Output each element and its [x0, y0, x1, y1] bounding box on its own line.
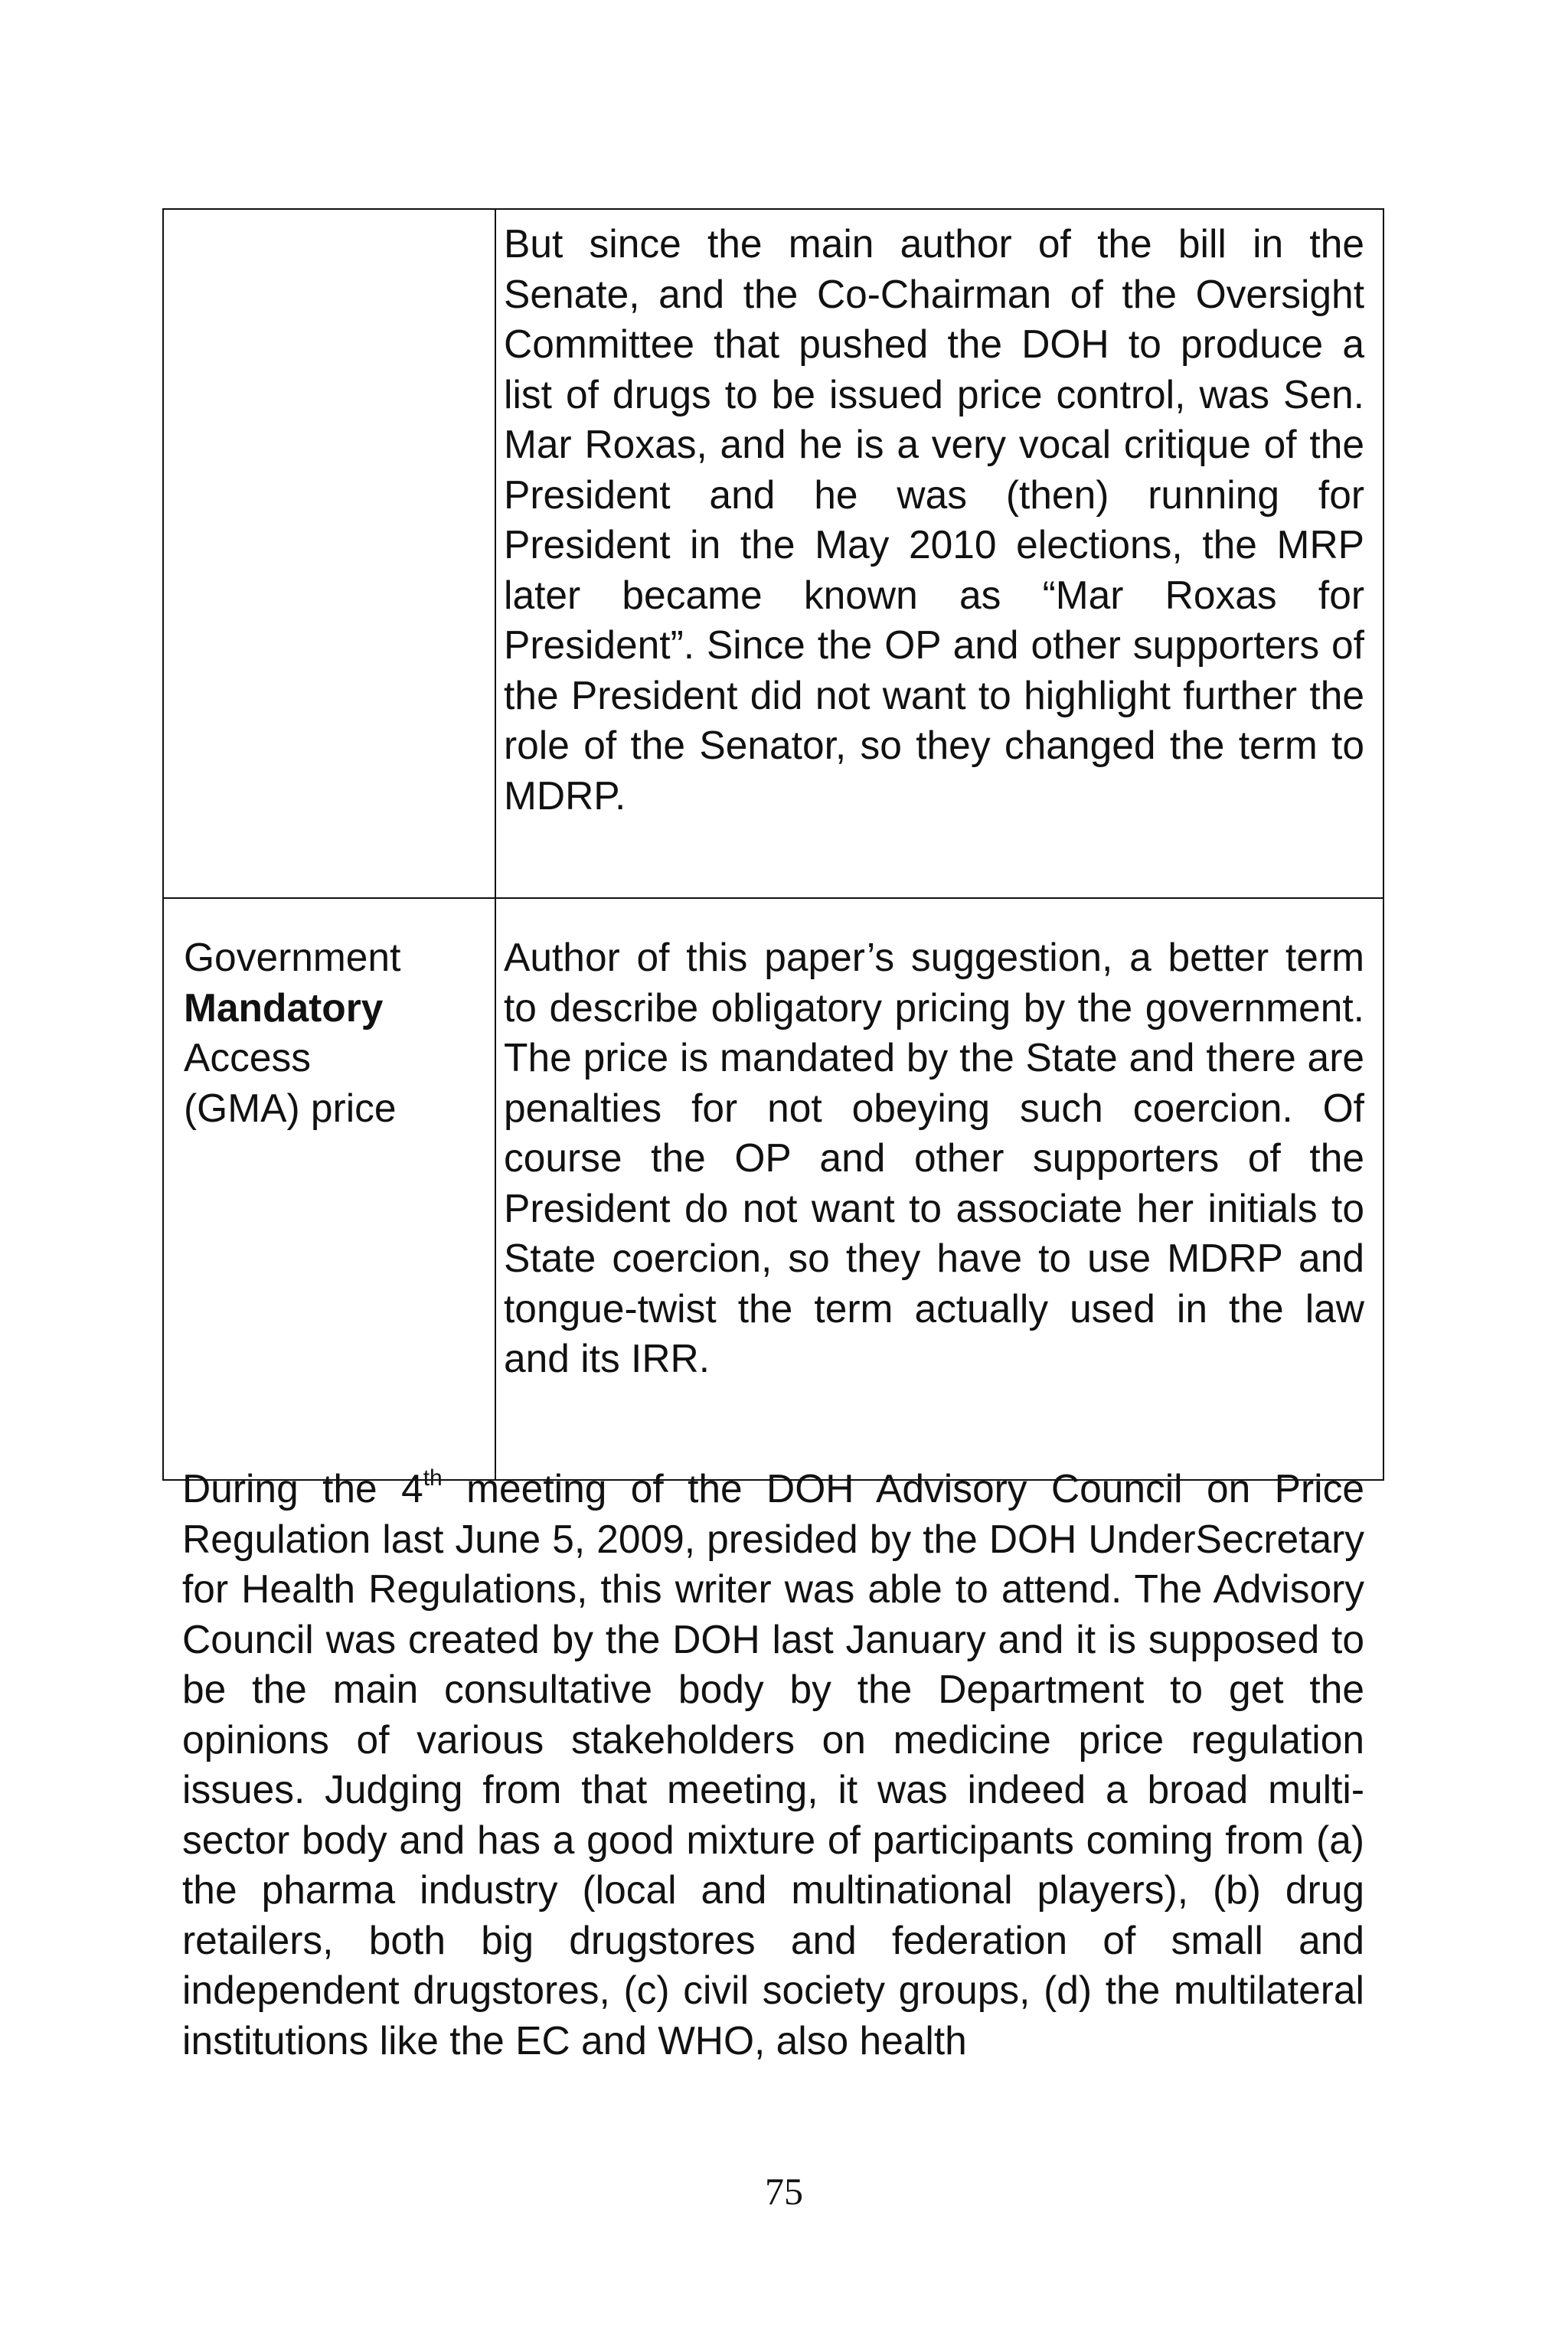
term-line: Government: [184, 935, 401, 979]
term-line: (GMA) price: [184, 1085, 397, 1130]
body-paragraph: [182, 1464, 1364, 2066]
term-cell: [163, 209, 495, 898]
term-line-emphasis: Mandatory: [184, 985, 384, 1030]
definitions-table: [162, 208, 1384, 1481]
table-row: [163, 209, 1383, 898]
ordinal-superscript: th: [423, 1465, 443, 1491]
term-cell: [163, 898, 495, 1480]
definition-cell: But since the main author of the bill in the Senate, and the Co-Chairman of the Oversight Committee that pushed the DOH to produce a list of drugs to be issued price control, was Sen. Mar Roxas, and he is a very vocal critique of the President and he was (then) running for President in the May 2010 elections, the MRP later became known as “Mar Roxas for President”. Since the OP and other supporters of the President did not want to highlight further the role of the Senator, so they changed the term to MDRP.: [495, 209, 1383, 898]
paragraph-text-start: During the 4: [182, 1466, 423, 1511]
paragraph-text-rest: meeting of the DOH Advisory Council on Price Regulation last June 5, 2009, presided by the DOH UnderSecretary for Health Regulations, this writer was able to attend. The Advisory Council was created by the DOH last January and it is supposed to be the main consultative body by the Department to get the opinions of various stakeholders on medicine price regulation issues. Judging from that meeting, it was indeed a broad multi-sector body and has a good mixture of participants coming from (a) the pharma industry (local and multinational players), (b) drug retailers, both big drugstores and federation of small and independent drugstores, (c) civil society groups, (d) the multilateral institutions like the EC and WHO, also health: [182, 1466, 1365, 2063]
definition-cell: Author of this paper’s suggestion, a better term to describe obligatory pricing by the government. The price is mandated by the State and there are penalties for not obeying such coercion. Of course the OP and other supporters of the President do not want to associate her initials to State coercion, so they have to use MDRP and tongue-twist the term actually used in the law and its IRR.: [495, 898, 1383, 1480]
table-row: [163, 898, 1383, 1480]
term-line: Access: [184, 1035, 311, 1080]
page-number: 75: [765, 2170, 803, 2213]
